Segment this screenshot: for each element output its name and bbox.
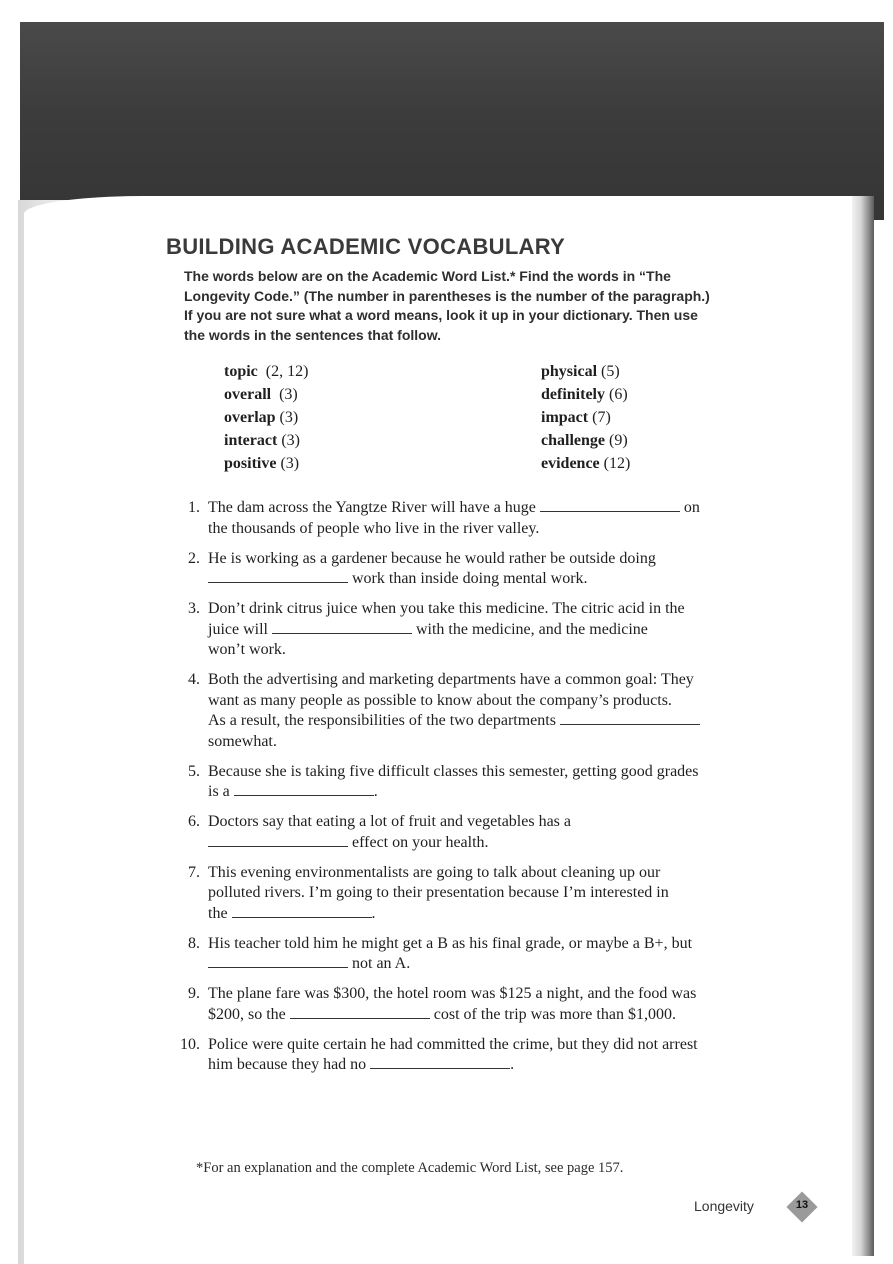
item-number: 2. xyxy=(188,549,200,567)
word-entry xyxy=(224,383,308,406)
item-line xyxy=(208,620,770,641)
item-line xyxy=(208,498,770,519)
vocab-word: physical xyxy=(541,363,598,380)
item-line xyxy=(208,732,770,753)
item-text: $200, so the xyxy=(208,1005,290,1023)
paragraph-ref: (7) xyxy=(592,409,611,426)
answer-blank[interactable] xyxy=(560,712,700,725)
answer-blank[interactable] xyxy=(234,783,374,796)
item-text: He is working as a gardener because he would rather be outside doing xyxy=(208,549,656,567)
exercise-item xyxy=(170,1035,770,1076)
word-entry xyxy=(224,360,308,383)
exercise-item xyxy=(170,670,770,752)
answer-blank[interactable] xyxy=(208,834,348,847)
item-text: His teacher told him he might get a B as his final grade, or maybe a B+, but xyxy=(208,934,693,952)
item-number: 8. xyxy=(188,934,200,952)
paragraph-ref: (12) xyxy=(603,455,631,472)
word-entry xyxy=(224,406,308,429)
paragraph-ref: (9) xyxy=(609,432,628,449)
page-number-badge xyxy=(788,1193,816,1221)
instructions xyxy=(184,267,774,345)
exercise-item xyxy=(170,863,770,925)
item-line xyxy=(208,711,770,732)
paragraph-ref: (5) xyxy=(601,363,620,380)
vocab-word: topic xyxy=(224,363,258,380)
exercise-item xyxy=(170,599,770,661)
item-line xyxy=(208,599,770,620)
item-text: polluted rivers. I’m going to their presentation because I’m interested in xyxy=(208,884,669,901)
item-line xyxy=(208,782,770,803)
item-text: . xyxy=(510,1056,515,1073)
word-entry xyxy=(224,429,308,452)
item-number: 6. xyxy=(188,813,200,830)
item-line xyxy=(208,519,770,540)
item-line xyxy=(208,1005,770,1026)
item-line xyxy=(208,863,770,884)
item-number: 10. xyxy=(180,1035,200,1053)
exercise-list xyxy=(170,498,770,1085)
item-line xyxy=(208,812,770,833)
item-text: Because she is taking five difficult classes this semester, getting good grades xyxy=(208,762,699,780)
item-line xyxy=(208,934,770,955)
item-number: 9. xyxy=(188,985,200,1002)
item-text: not an A. xyxy=(348,955,411,972)
answer-blank[interactable] xyxy=(540,499,680,512)
item-line xyxy=(208,1055,770,1076)
item-text: on xyxy=(679,499,700,516)
item-text: Doctors say that eating a lot of fruit and vegetables has a xyxy=(208,813,571,830)
vocab-word: impact xyxy=(541,409,589,426)
vocab-word: overlap xyxy=(224,409,276,426)
vocab-word: overall xyxy=(224,386,272,403)
word-list-left xyxy=(224,360,308,475)
item-text: won’t work. xyxy=(208,641,286,658)
item-text: work than inside doing mental work. xyxy=(348,570,588,587)
item-text: want as many people as possible to know about the company’s products. xyxy=(208,691,672,709)
vocab-word: definitely xyxy=(541,386,605,403)
answer-blank[interactable] xyxy=(290,1006,430,1019)
item-line xyxy=(208,549,770,570)
paragraph-ref: (3) xyxy=(279,386,298,403)
item-text: the thousands of people who live in the river valley. xyxy=(208,519,540,537)
footer-section-name: Longevity xyxy=(694,1198,754,1214)
answer-blank[interactable] xyxy=(272,621,412,634)
item-number: 3. xyxy=(188,600,200,617)
paragraph-ref: (3) xyxy=(281,432,300,449)
word-entry xyxy=(541,360,630,383)
vocab-word: evidence xyxy=(541,455,600,472)
item-line xyxy=(208,569,770,590)
exercise-item xyxy=(170,812,770,853)
word-entry xyxy=(541,406,630,429)
item-line xyxy=(208,640,770,661)
scan-background-top xyxy=(20,22,884,220)
instruction-line: If you are not sure what a word means, look it up in your dictionary. Then use xyxy=(184,307,698,323)
item-text: This evening environmentalists are going to talk about cleaning up our xyxy=(208,863,661,881)
item-line xyxy=(208,691,770,712)
item-text: cost of the trip was more than $1,000. xyxy=(429,1005,676,1023)
item-text: The plane fare was $300, the hotel room was $125 a night, and the food was xyxy=(208,985,697,1002)
instruction-line: Longevity Code.” (The number in parentheses is the number of the paragraph.) xyxy=(184,287,710,304)
section-heading: BUILDING ACADEMIC VOCABULARY xyxy=(166,234,566,259)
item-text: Both the advertising and marketing departments have a common goal: They xyxy=(208,671,694,688)
word-entry xyxy=(541,452,630,475)
word-entry xyxy=(541,429,630,452)
item-line xyxy=(208,883,770,904)
item-line xyxy=(208,833,770,854)
item-text: with the medicine, and the medicine xyxy=(411,620,648,638)
item-line xyxy=(208,670,770,691)
item-text: Police were quite certain he had committed the crime, but they did not arrest xyxy=(208,1035,698,1053)
exercise-item xyxy=(170,934,770,975)
exercise-item xyxy=(170,498,770,539)
item-line xyxy=(208,1035,770,1056)
instruction-line: The words below are on the Academic Word List.* Find the words in “The xyxy=(184,268,671,284)
item-line xyxy=(208,984,770,1005)
vocab-word: interact xyxy=(224,432,278,449)
item-text: him because they had no xyxy=(208,1056,371,1073)
exercise-item xyxy=(170,984,770,1025)
item-number: 7. xyxy=(188,863,200,881)
item-line xyxy=(208,954,770,975)
instruction-line: the words in the sentences that follow. xyxy=(184,326,441,343)
word-list-right xyxy=(541,360,630,475)
exercise-item xyxy=(170,762,770,803)
answer-blank[interactable] xyxy=(208,570,348,583)
paragraph-ref: (6) xyxy=(609,386,628,403)
item-text: juice will xyxy=(208,620,272,638)
item-text: . xyxy=(373,783,378,800)
item-text: the xyxy=(208,904,232,922)
vocab-word: positive xyxy=(224,455,277,472)
paragraph-ref: (2, 12) xyxy=(265,363,309,380)
paragraph-ref: (3) xyxy=(280,455,300,472)
item-text: Don’t drink citrus juice when you take this medicine. The citric acid in the xyxy=(208,600,685,617)
vocab-word: challenge xyxy=(541,432,605,449)
footnote: *For an explanation and the complete Academic Word List, see page 157. xyxy=(196,1160,624,1176)
item-line xyxy=(208,762,770,783)
item-text: As a result, the responsibilities of the two departments xyxy=(208,712,560,729)
item-text: effect on your health. xyxy=(348,833,489,851)
item-number: 1. xyxy=(188,499,200,516)
item-text: somewhat. xyxy=(208,732,277,750)
item-line xyxy=(208,904,770,925)
word-entry xyxy=(541,383,630,406)
answer-blank[interactable] xyxy=(208,955,348,968)
item-text: The dam across the Yangtze River will have a huge xyxy=(208,499,540,516)
item-number: 5. xyxy=(188,762,200,780)
answer-blank[interactable] xyxy=(232,905,372,918)
item-number: 4. xyxy=(188,671,200,688)
page-edge-shadow xyxy=(852,196,874,1256)
paragraph-ref: (3) xyxy=(279,409,299,426)
word-entry xyxy=(224,452,308,475)
answer-blank[interactable] xyxy=(370,1056,510,1069)
item-text: is a xyxy=(208,783,234,800)
exercise-item xyxy=(170,549,770,590)
page-number: 13 xyxy=(795,1199,809,1211)
item-text: . xyxy=(371,904,376,922)
